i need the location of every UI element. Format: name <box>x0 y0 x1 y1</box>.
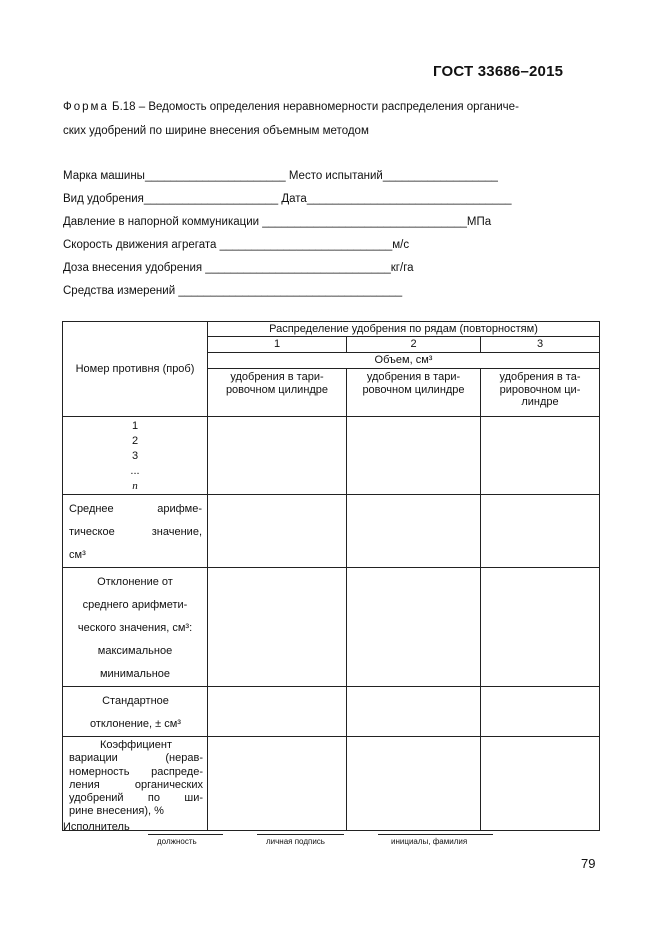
standard-number: ГОСТ 33686–2015 <box>433 63 564 80</box>
page-number: 79 <box>581 856 596 871</box>
header-repeat-1: 1 <box>208 337 347 353</box>
form-title-line2: ских удобрений по ширине внесения объемным методом <box>63 125 369 137</box>
position-line <box>148 834 223 835</box>
cell-std-repeat-1 <box>208 687 347 737</box>
tray-number-2: 2 <box>131 435 139 447</box>
header-tray-number: Номер противня (проб) <box>63 322 208 417</box>
cell-deviation-repeat-1 <box>208 568 347 687</box>
form-title-line1 <box>63 100 519 114</box>
cell-coef-repeat-1 <box>208 737 347 831</box>
cell-tray-repeat-2 <box>347 417 481 495</box>
header-cylinder-2: удобрения в тари-ровочном цилиндре <box>347 369 481 417</box>
tray-number-ellipsis: ... <box>130 465 140 477</box>
tray-number-1: 1 <box>131 420 139 432</box>
field-fertilizer-type: Вид удобрения_____________________ Дата________________________________ <box>63 193 512 205</box>
executor-label: Исполнитель <box>63 821 130 833</box>
distribution-table <box>62 321 600 831</box>
signature-line <box>257 834 344 835</box>
row-label-coefficient: Коэффициент вариации (нерав- номерность распреде- ления органических удобрений по ши- рине внесения), % <box>63 737 208 831</box>
field-machine-brand: Марка машины______________________ Место испытаний__________________ <box>63 170 498 182</box>
tray-number-3: 3 <box>131 450 139 462</box>
cell-coef-repeat-3 <box>481 737 600 831</box>
form-word: Форма <box>63 101 109 113</box>
cell-tray-repeat-1 <box>208 417 347 495</box>
cell-std-repeat-2 <box>347 687 481 737</box>
name-line <box>378 834 493 835</box>
row-label-std-deviation: Стандартное отклонение, ± см³ <box>63 687 208 737</box>
cell-deviation-repeat-2 <box>347 568 481 687</box>
field-speed: Скорость движения агрегата ___________________________м/с <box>63 239 410 251</box>
signature-caption: личная подпись <box>266 837 325 846</box>
position-caption: должность <box>157 837 197 846</box>
row-label-mean: Среднее арифме- тическое значение, см³ <box>63 495 208 568</box>
cell-tray-repeat-3 <box>481 417 600 495</box>
tray-numbers-cell <box>63 417 208 495</box>
header-repeat-2: 2 <box>347 337 481 353</box>
cell-coef-repeat-2 <box>347 737 481 831</box>
row-label-deviation: Отклонение от среднего арифмети- ческого значения, см³: максимальное минимальное <box>63 568 208 687</box>
field-pressure: Давление в напорной коммуникации ________________________________МПа <box>63 216 492 228</box>
tray-number-n: n <box>132 480 138 492</box>
field-dose: Доза внесения удобрения _____________________________кг/га <box>63 262 414 274</box>
name-caption: инициалы, фамилия <box>391 837 468 846</box>
cell-std-repeat-3 <box>481 687 600 737</box>
header-distribution: Распределение удобрения по рядам (повторностям) <box>208 322 600 337</box>
header-cylinder-1: удобрения в тари-ровочном цилиндре <box>208 369 347 417</box>
cell-deviation-repeat-3 <box>481 568 600 687</box>
header-repeat-3: 3 <box>481 337 600 353</box>
field-instruments: Средства измерений ___________________________________ <box>63 285 403 297</box>
cell-mean-repeat-1 <box>208 495 347 568</box>
cell-mean-repeat-2 <box>347 495 481 568</box>
header-cylinder-3: удобрения в та-рировочном ци-линдре <box>481 369 600 417</box>
form-title-text: Б.18 – Ведомость определения неравномерности распределения органиче- <box>108 101 519 113</box>
cell-mean-repeat-3 <box>481 495 600 568</box>
header-volume: Объем, см³ <box>208 353 600 369</box>
